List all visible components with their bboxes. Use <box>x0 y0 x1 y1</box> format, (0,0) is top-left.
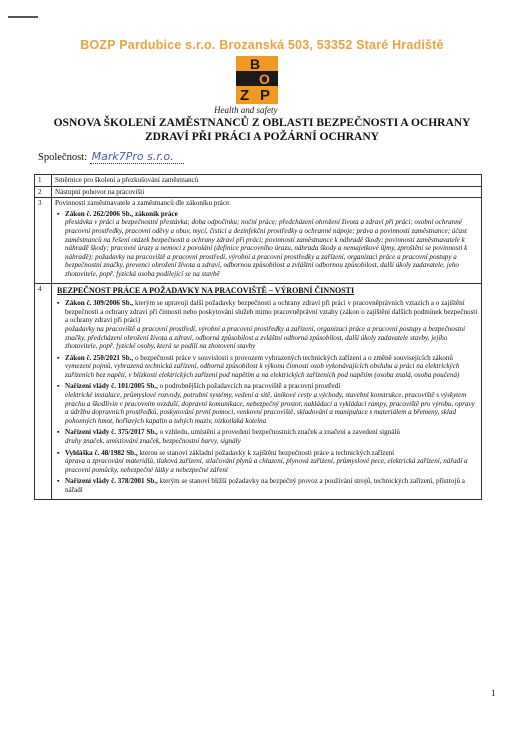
logo-letter-b: B <box>250 56 261 72</box>
law-item <box>65 382 478 425</box>
row-text: Nástupní pohovor na pracovišti <box>52 186 482 198</box>
row-number: 4 <box>35 283 52 499</box>
law-item <box>65 449 478 475</box>
table-row <box>35 198 482 283</box>
company-field <box>38 150 184 163</box>
row-content <box>52 283 482 499</box>
bozp-logo <box>202 54 312 116</box>
page-number: 1 <box>491 688 496 698</box>
law-subject: kterým se stanoví bližší požadavky na bezpečný provoz a používání strojů, technických zařízení, přístrojů a nářadí <box>65 477 465 494</box>
law-item <box>65 299 478 351</box>
law-description: požadavky na pracoviště a pracovní prostředí, výrobní a pracovní prostředky a zařízení, organizaci práce a pracovní postupy a bezpečnostní značky, předcházení ohrožení života a zdraví, odborná způsobilost a zvláštní odborná způsobilost, další úkoly zadavatele stavby, jejího zhotovitele, popř. fyzické osoby, která se podílí na zhotovení stavby <box>65 324 466 351</box>
company-handwritten-value: Mark7Pro s.r.o. <box>90 150 184 164</box>
law-title: Zákon č. 262/2006 Sb., zákoník práce <box>65 209 178 218</box>
law-description: vymezení pojmů, vyhrazená technická zařízení, odborná způsobilost k výkonu činnosti osob vykonávajících obsluhu a práci na elektrických zařízeních bez napětí, v blízkosti elektrických zařízení pod napětím a na elektrických zařízeních pod napětím (osoba znalá, osoba poučená) <box>65 362 460 379</box>
logo-tagline: Health and safety <box>214 105 278 115</box>
row-text: Směrnice pro školení a přezkušování zaměstnanců <box>52 175 482 187</box>
row-text: Povinnosti zaměstnavatele a zaměstnanců dle zákoníku práce. <box>55 199 231 208</box>
law-title: Nařízení vlády č. 375/2017 Sb., <box>65 428 158 437</box>
logo-bar-mid <box>236 71 278 86</box>
row-number: 3 <box>35 198 52 283</box>
company-label: Společnost: <box>38 152 87 163</box>
table-row <box>35 186 482 198</box>
law-description: úprava a zpracování materiálů, tlaková zařízení, stlačování plynů a chlazení, plynová zařízení, průmyslové pece, elektrická zařízení, nářadí a pracovní pomůcky, nebezpečné látky a nebezpečné záření <box>65 457 468 474</box>
law-description: druhy značek, umísťování značek, bezpečnostní barvy, signály <box>65 437 241 446</box>
law-subject: o podrobnějších požadavcích na pracoviště a pracovní prostředí <box>157 382 341 391</box>
law-subject: o vzhledu, umístění a provedení bezpečnostních značek a značení a zavedení signálů <box>157 428 400 437</box>
company-header: BOZP Pardubice s.r.o. Brozanská 503, 53352 Staré Hradiště <box>80 38 444 52</box>
law-item <box>65 428 478 445</box>
logo-letter-z: Z <box>240 87 250 104</box>
scan-mark <box>8 16 38 18</box>
law-description: přestávka v práci a bezpečnostní přestávka; doba odpočinku; noční práce; předcházení ohrožení života a zdraví při práci; osobní ochranné pracovní prostředky, pracovní oděvy a obuv, mycí, čisticí a dezinfekční prostředky a ochranné nápoje; práva a povinnosti zaměstnance; účast zaměstnanců na řešení otázek bezpečnosti a ochrany zdraví při práci; povinnosti zaměstnance k náhradě škody; povinnosti zaměstnavatele k náhradě škody; pracovní úrazy a nemoci z povolání (definice pracovního úrazu, náhrada škody a nemajetkové újmy, zproštění se povinnosti k náhradě); požadavky na pracoviště a pracovní prostředí, výrobní a pracovní prostředky a zařízení, organizaci práce a pracovní postupy a bezpečnostní značky, prevenci ohrožení života a zdraví, odbornou způsobilost a zvláštní odbornou způsobilost, další úkoly zadavatele, jeho zhotovitele, popř. fyzická osoba podílející se na stavbě <box>65 218 468 278</box>
law-description: elektrické instalace, průmyslové rozvody, potrubní systémy, vedení a sítě, únikové cesty a východy, stavební konstrukce, pracoviště s výskytem prachu a škodlivin v pracovním ovzduší, dopravní komunikace, nebezpečný prostor, nakládací a vykládací rampy, pracoviště pro výrobu, opravy a údržbu dopravních prostředků, poskytování první pomoci, venkovní pracoviště, skladování a manipulace s materiálem a břemeny, sklad pohonných hmot, hořlavých kapalin a tuhých maziv, nízkotlaká kotelna <box>65 391 475 425</box>
section-heading: BEZPEČNOST PRÁCE A POŽADAVKY NA PRACOVIŠTĚ – VÝROBNÍ ČINNOSTI <box>57 285 355 295</box>
row-number: 1 <box>35 175 52 187</box>
law-title: Zákon č. 309/2006 Sb., <box>65 299 134 308</box>
table-row <box>35 283 482 499</box>
law-title: Vyhláška č. 48/1982 Sb., <box>65 448 138 457</box>
document-title: OSNOVA ŠKOLENÍ ZAMĚSTNANCŮ Z OBLASTI BEZPEČNOSTI A OCHRANY ZDRAVÍ PŘI PRÁCI A POŽÁRNÍ OCHRANY <box>53 117 471 143</box>
law-title: Nařízení vlády č. 101/2005 Sb., <box>65 382 158 391</box>
law-subject: o bezpečnosti práce v souvislosti s provozem vyhrazených technických zařízení a o změně souvisejících zákonů <box>133 353 453 362</box>
table-row <box>35 175 482 187</box>
law-item <box>65 354 478 380</box>
law-title: Zákon č. 250/2021 Sb., <box>65 353 134 362</box>
law-item <box>65 210 478 279</box>
law-subject: kterou se stanoví základní požadavky k zajištění bezpečnosti práce a technických zařízení <box>137 448 395 457</box>
law-title: Nařízení vlády č. 378/2001 Sb., <box>65 477 158 486</box>
row-number: 2 <box>35 186 52 198</box>
training-outline-table <box>34 174 482 500</box>
row-content <box>52 198 482 283</box>
logo-letter-p: P <box>260 87 271 104</box>
logo-letter-o: O <box>259 71 270 87</box>
law-subject: kterým se upravují další požadavky bezpečnosti a ochrany zdraví při práci v pracovněprávních vztazích a o zajištění bezpečnosti a ochrany zdraví při činnosti nebo poskytování služeb mimo pracovněprávní vztahy (zákon o zajištění dalších podmínek bezpečnosti a ochrany zdraví při práci) <box>65 299 478 325</box>
law-item <box>65 477 478 494</box>
law-list <box>55 299 478 494</box>
